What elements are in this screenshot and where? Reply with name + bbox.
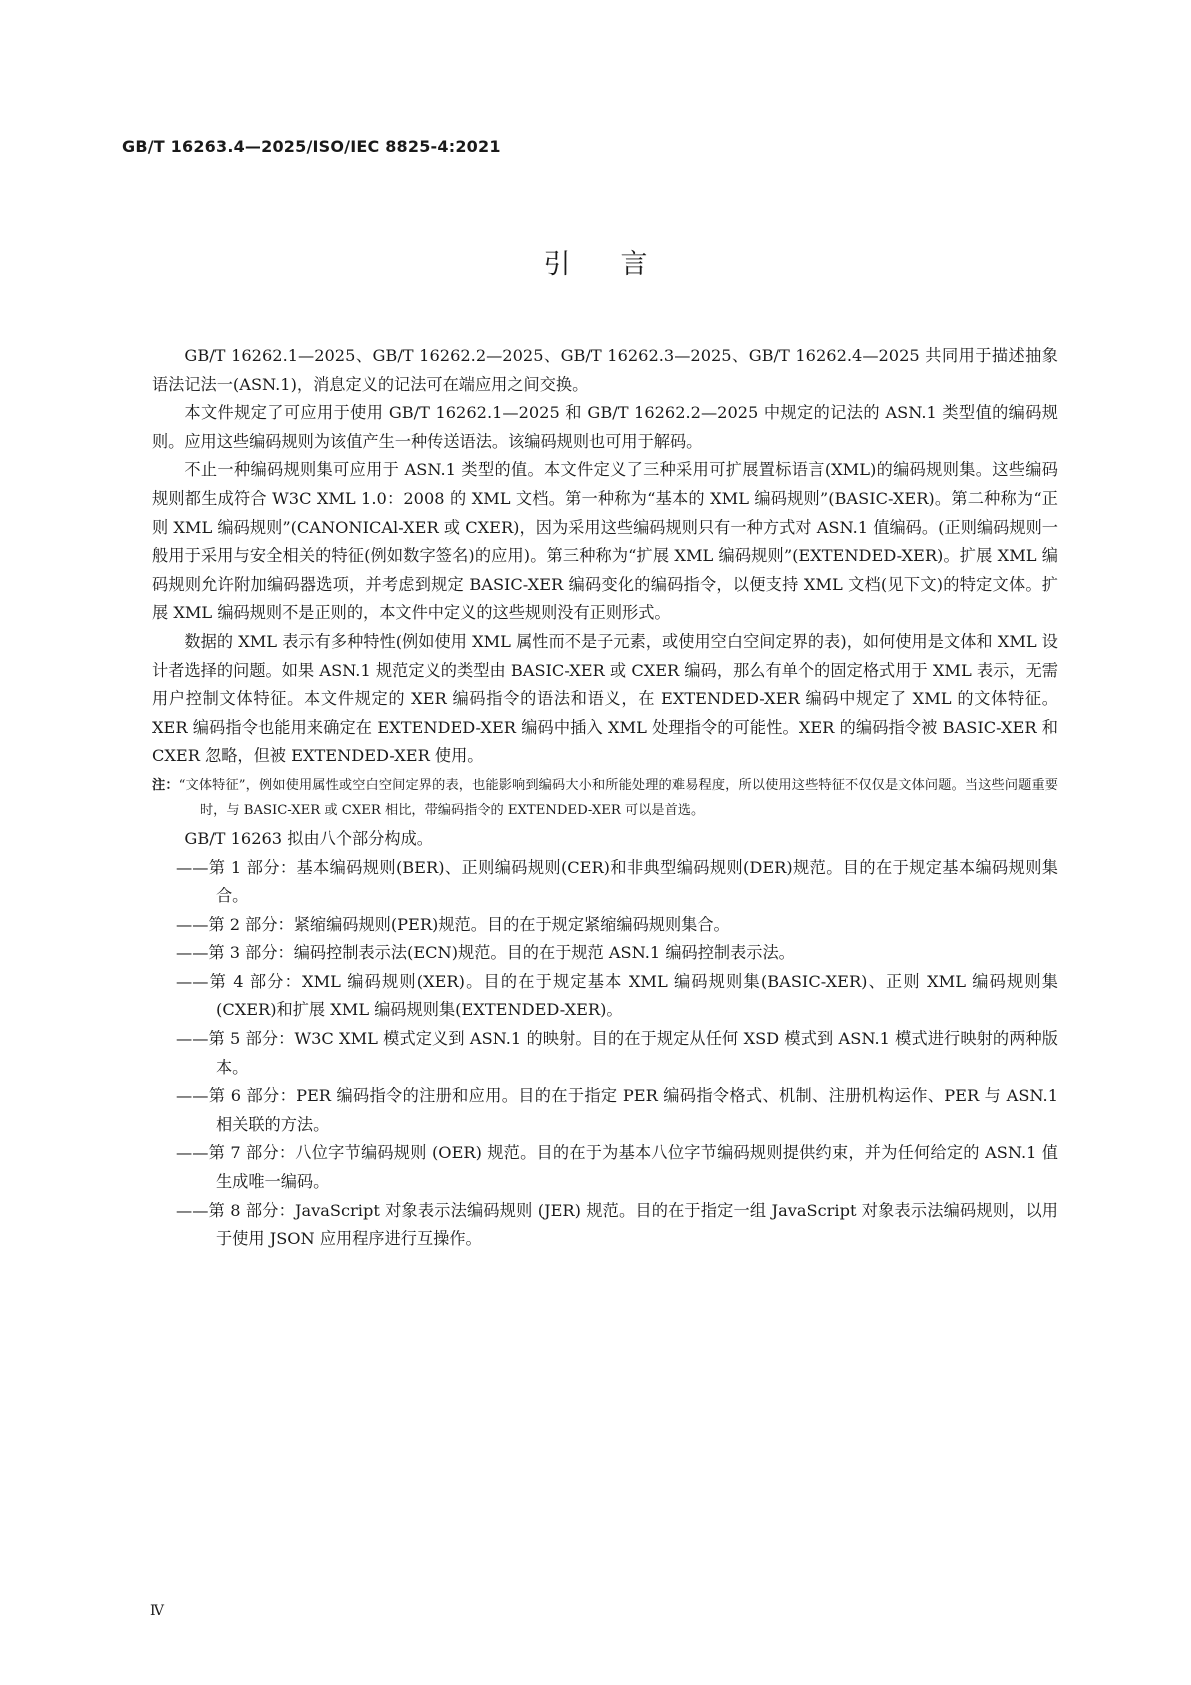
list-item: ——第 8 部分：JavaScript 对象表示法编码规则 (JER) 规范。目的在于指定一组 JavaScript 对象表示法编码规则，以用于使用 JSON 应用程序进行互操作。	[176, 1200, 1058, 1249]
note-block	[152, 773, 1058, 823]
note-label: 注：	[152, 777, 179, 793]
standard-code-header: GB/T 16263.4—2025/ISO/IEC 8825-4:2021	[122, 137, 501, 156]
parts-intro: GB/T 16263 拟由八个部分构成。	[184, 828, 433, 848]
page-number: Ⅳ	[150, 1603, 164, 1619]
list-item: ——第 3 部分：编码控制表示法(ECN)规范。目的在于规范 ASN.1 编码控制表示法。	[176, 943, 795, 963]
list-item: ——第 6 部分：PER 编码指令的注册和应用。目的在于指定 PER 编码指令格式、机制、注册机构运作、PER 与 ASN.1 相关联的方法。	[176, 1086, 1058, 1134]
list-item: ——第 2 部分：紧缩编码规则(PER)规范。目的在于规定紧缩编码规则集合。	[176, 914, 730, 934]
paragraph-1: GB/T 16262.1—2025、GB/T 16262.2—2025、GB/T 16262.3—2025、GB/T 16262.4—2025 共同用于描述抽象语法记法一(ASN.1)，消息定义的记法可在端应用之间交换。	[152, 346, 1058, 394]
list-item: ——第 4 部分：XML 编码规则(XER)。目的在于规定基本 XML 编码规则集(BASIC-XER)、正则 XML 编码规则集(CXER)和扩展 XML 编码规则集(EXTENDED-XER)。	[176, 971, 1058, 1020]
paragraph-2: 本文件规定了可应用于使用 GB/T 16262.1—2025 和 GB/T 16262.2—2025 中规定的记法的 ASN.1 类型值的编码规则。应用这些编码规则为该值产生一种传送语法。该编码规则也可用于解码。	[152, 403, 1058, 451]
parts-list	[152, 854, 1058, 1254]
document-body	[152, 342, 1058, 1254]
list-item: ——第 7 部分：八位字节编码规则 (OER) 规范。目的在于为基本八位字节编码规则提供约束，并为任何给定的 ASN.1 值生成唯一编码。	[176, 1143, 1058, 1192]
paragraph-4: 数据的 XML 表示有多种特性(例如使用 XML 属性而不是子元素，或使用空白空间定界的表)，如何使用是文体和 XML 设计者选择的问题。如果 ASN.1 规范定义的类型由 BASIC-XER 或 CXER 编码，那么有单个的固定格式用于 XML 表示，无需用户控制文体特征。本文件规定的 XER 编码指令的语法和语义，在 EXTENDED-XER 编码中规定了 XML 的文体特征。XER 编码指令也能用来确定在 EXTENDED-XER 编码中插入 XML 处理指令的可能性。XER 的编码指令被 BASIC-XER 和 CXER 忽略，但被 EXTENDED-XER 使用。	[152, 631, 1058, 766]
paragraph-3: 不止一种编码规则集可应用于 ASN.1 类型的值。本文件定义了三种采用可扩展置标语言(XML)的编码规则集。这些编码规则都生成符合 W3C XML 1.0：2008 的 XML 文档。第一种称为“基本的 XML 编码规则”(BASIC-XER)。第二种称为“正则 XML 编码规则”(CANONICAl-XER 或 CXER)，因为采用这些编码规则只有一种方式对 ASN.1 值编码。(正则编码规则一般用于采用与安全相关的特征(例如数字签名)的应用)。第三种称为“扩展 XML 编码规则”(EXTENDED-XER)。扩展 XML 编码规则允许附加编码器选项，并考虑到规定 BASIC-XER 编码变化的编码指令，以便支持 XML 文档(见下文)的特定文体。扩展 XML 编码规则不是正则的，本文件中定义的这些规则没有正则形式。	[152, 460, 1058, 623]
list-item: ——第 1 部分：基本编码规则(BER)、正则编码规则(CER)和非典型编码规则(DER)规范。目的在于规定基本编码规则集合。	[176, 857, 1058, 906]
note-text: “文体特征”，例如使用属性或空白空间定界的表，也能影响到编码大小和所能处理的难易程度，所以使用这些特征不仅仅是文体问题。当这些问题重要时，与 BASIC-XER 或 CXER 相比，带编码指令的 EXTENDED-XER 可以是首选。	[178, 777, 1058, 818]
page-title: 引言	[543, 249, 698, 280]
list-item: ——第 5 部分：W3C XML 模式定义到 ASN.1 的映射。目的在于规定从任何 XSD 模式到 ASN.1 模式进行映射的两种版本。	[176, 1029, 1058, 1077]
